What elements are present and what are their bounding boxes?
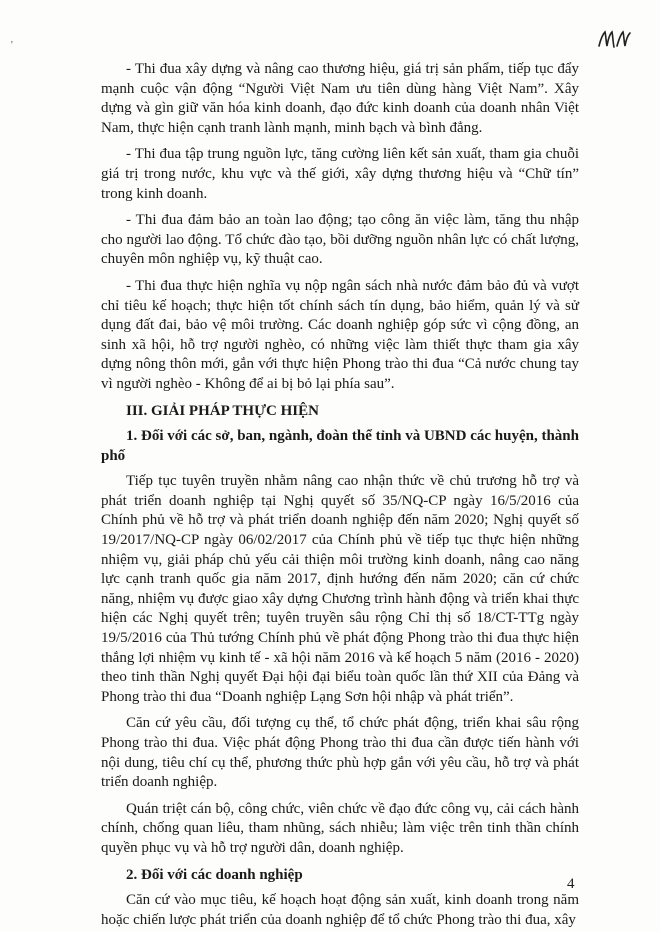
corner-mark: ': [11, 40, 13, 51]
page-number: 4: [567, 876, 575, 892]
paragraph-1: - Thi đua xây dựng và nâng cao thương hiệu, giá trị sản phẩm, tiếp tục đẩy mạnh cuộc vận động “Người Việt Nam ưu tiên dùng hàng Việt Nam”. Xây dựng và gìn giữ văn hóa kinh doanh, đạo đức kinh doanh của doanh nhân Việt Nam, thực hiện cạnh tranh lành mạnh, minh bạch và bình đẳng.: [101, 61, 579, 136]
paragraph-3: - Thi đua đảm bảo an toàn lao động; tạo công ăn việc làm, tăng thu nhập cho người lao động. Tổ chức đào tạo, bồi dưỡng nguồn nhân lực có chất lượng, chuyên môn nghiệp vụ, kỹ thuật cao.: [101, 212, 579, 268]
document-body: [101, 60, 579, 937]
subheading-2: 2. Đối với các doanh nghiệp: [126, 866, 303, 883]
section-heading: III. GIẢI PHÁP THỰC HIỆN: [126, 402, 319, 419]
subheading-1: 1. Đối với các sở, ban, ngành, đoàn thể tỉnh và UBND các huyện, thành phố: [101, 428, 579, 464]
sub1-paragraph-2: Căn cứ yêu cầu, đối tượng cụ thể, tổ chức phát động, triển khai sâu rộng Phong trào thi đua. Việc phát động Phong trào thi đua cần được tiến hành với nội dung, tiêu chí cụ thể, phương thức phù hợp gắn với yêu cầu, hỗ trợ và phát triển doanh nghiệp.: [101, 715, 579, 791]
paragraph-4: - Thi đua thực hiện nghĩa vụ nộp ngân sách nhà nước đảm bảo đủ và vượt chỉ tiêu kế hoạch; thực hiện tốt chính sách tín dụng, bảo hiểm, quản lý và sử dụng đất đai, bảo vệ môi trường. Các doanh nghiệp góp sức vì cộng đồng, an sinh xã hội, hỗ trợ người nghèo, có những việc làm thiết thực tham gia xây dựng nông thôn mới, gắn với thực hiện Phong trào thi đua “Cả nước chung tay vì người nghèo - Không để ai bị bỏ lại phía sau”.: [101, 277, 579, 392]
paragraph-2: - Thi đua tập trung nguồn lực, tăng cường liên kết sản xuất, tham gia chuỗi giá trị trong nước, khu vực và thế giới, xây dựng thương hiệu và “Chữ tín” trong kinh doanh.: [101, 146, 579, 202]
sub2-paragraph: Căn cứ vào mục tiêu, kế hoạch hoạt động sản xuất, kinh doanh trong năm hoặc chiến lược phát triển của doanh nghiệp để tổ chức Phong trào thi đua, xây: [101, 892, 579, 928]
sub1-paragraph-1: Tiếp tục tuyên truyền nhằm nâng cao nhận thức về chủ trương hỗ trợ và phát triển doanh nghiệp tại Nghị quyết số 35/NQ-CP ngày 16/5/2016 của Chính phủ về hỗ trợ và phát triển doanh nghiệp đến năm 2020; Nghị quyết số 19/2017/NQ-CP ngày 06/02/2017 của Chính phủ về tiếp tục thực hiện những nhiệm vụ, giải pháp chủ yếu cải thiện môi trường kinh doanh, nâng cao năng lực cạnh tranh quốc gia năm 2017, định hướng đến năm 2020; căn cứ chức năng, nhiệm vụ được giao xây dựng Chương trình hành động và triển khai thực hiện các Nghị quyết trên; tuyên truyền sâu rộng Chỉ thị số 18/CT-TTg ngày 19/5/2016 của Thủ tướng Chính phủ về phát động Phong trào thi đua thực hiện thắng lợi nhiệm vụ kinh tế - xã hội năm 2016 và kế hoạch 5 năm (2016 - 2020) theo tinh thần Nghị quyết Đại hội đại biểu toàn quốc lần thứ XII của Đảng và Phong trào thi đua “Doanh nghiệp Lạng Sơn hội nhập và phát triển”.: [101, 473, 579, 705]
handwritten-mark-icon: [596, 26, 632, 52]
sub1-paragraph-3: Quán triệt cán bộ, công chức, viên chức về đạo đức công vụ, cải cách hành chính, chống quan liêu, tham nhũng, sách nhiễu; làm việc trên tinh thần chính quyền phục vụ và hỗ trợ người dân, doanh nghiệp.: [101, 800, 579, 856]
